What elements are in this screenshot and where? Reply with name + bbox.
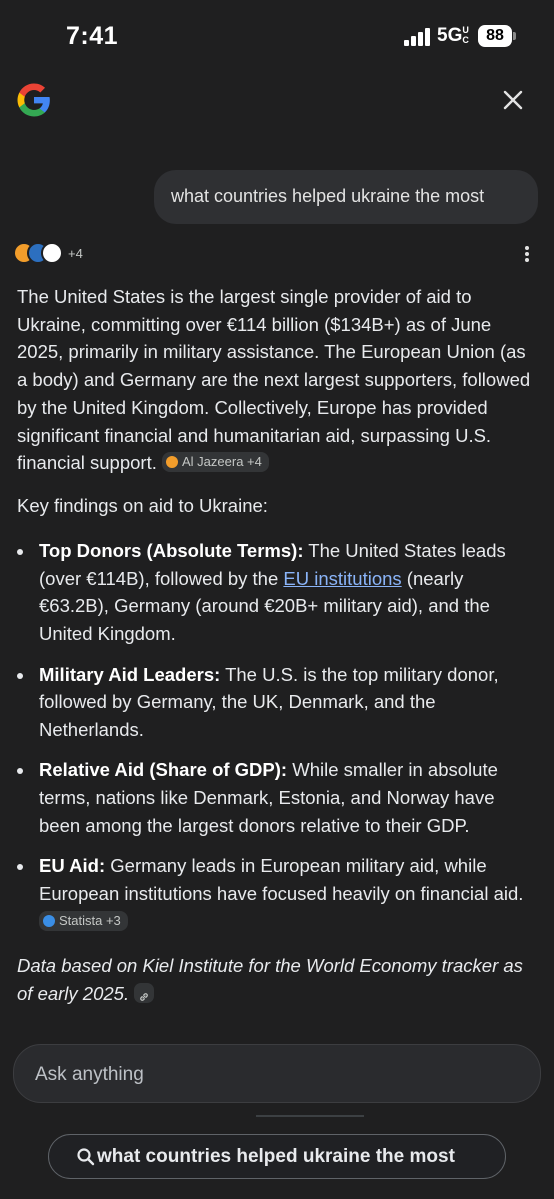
list-item xyxy=(17,537,537,648)
bullet-text: The United States leads (over €114B), followed by the xyxy=(39,540,506,589)
search-query-label: what countries helped ukraine the most xyxy=(97,1146,455,1167)
aljazeera-icon xyxy=(166,456,178,468)
source-icon-3 xyxy=(41,242,63,264)
user-query-bubble xyxy=(154,170,538,224)
chain-link-icon xyxy=(138,991,150,1003)
bullet-text: (nearly €63.2B), Germany (around €20B+ military aid), and the United Kingdom. xyxy=(39,567,490,645)
source-chip-aljazeera[interactable] xyxy=(162,452,269,472)
sources-more-count[interactable]: +4 xyxy=(68,246,83,261)
bullet-title: Military Aid Leaders: xyxy=(39,663,221,685)
source-chip-label: Statista +3 xyxy=(59,912,121,928)
search-query-pill[interactable] xyxy=(48,1134,506,1179)
footnote-text: Data based on Kiel Institute for the World Economy tracker as of early 2025. xyxy=(17,955,523,1004)
signal-icon xyxy=(404,28,432,46)
status-time: 7:41 xyxy=(66,22,119,50)
battery-tip xyxy=(513,32,516,40)
user-query-text: what countries helped ukraine the most xyxy=(171,186,485,206)
source-chip-label: Al Jazeera +4 xyxy=(182,454,262,470)
bullet-title: Top Donors (Absolute Terms): xyxy=(39,540,304,561)
source-icons[interactable] xyxy=(13,242,69,264)
key-findings-heading: Key findings on aid to Ukraine: xyxy=(17,495,268,516)
close-icon[interactable] xyxy=(499,86,527,114)
bullet-title: Relative Aid (Share of GDP): xyxy=(39,759,288,781)
footnote xyxy=(17,952,537,1007)
key-findings-list xyxy=(17,537,537,948)
bullet-text: The U.S. is the top military donor, followed by Germany, the UK, Denmark, and the Netherlands. xyxy=(39,663,499,740)
eu-institutions-link[interactable]: EU institutions xyxy=(283,567,402,589)
bullet-title: EU Aid: xyxy=(39,855,106,877)
statista-icon xyxy=(43,915,55,927)
more-options-icon[interactable] xyxy=(520,244,534,264)
sheet-handle xyxy=(256,1115,364,1117)
list-item xyxy=(17,661,537,744)
answer-intro-text: The United States is the largest single provider of aid to Ukraine, committing over €114 billion ($134B+) as of June 2025, primarily in military assistance. The European Union (as a body) and Germany are the next largest supporters, followed by the United Kingdom. Collectively, Europe has provided significant financial and humanitarian aid, surpassing U.S. financial support. xyxy=(17,286,531,474)
ask-input[interactable] xyxy=(13,1044,541,1103)
status-bar xyxy=(0,0,554,72)
link-icon[interactable] xyxy=(134,983,154,1003)
google-logo-icon xyxy=(16,82,52,118)
ask-input-placeholder: Ask anything xyxy=(35,1064,144,1085)
battery-icon: 88 xyxy=(478,25,512,47)
list-item xyxy=(17,756,537,839)
source-chip-statista[interactable] xyxy=(39,911,128,931)
search-icon xyxy=(76,1147,96,1167)
network-label: 5GUC xyxy=(437,25,469,46)
list-item xyxy=(17,852,537,935)
bullet-text: While smaller in absolute terms, nations like Denmark, Estonia, and Norway have been among the largest donors relative to their GDP. xyxy=(39,759,498,836)
answer-intro xyxy=(17,283,537,477)
bullet-text: Germany leads in European military aid, while European institutions have focused heavily on financial aid. xyxy=(39,855,524,904)
